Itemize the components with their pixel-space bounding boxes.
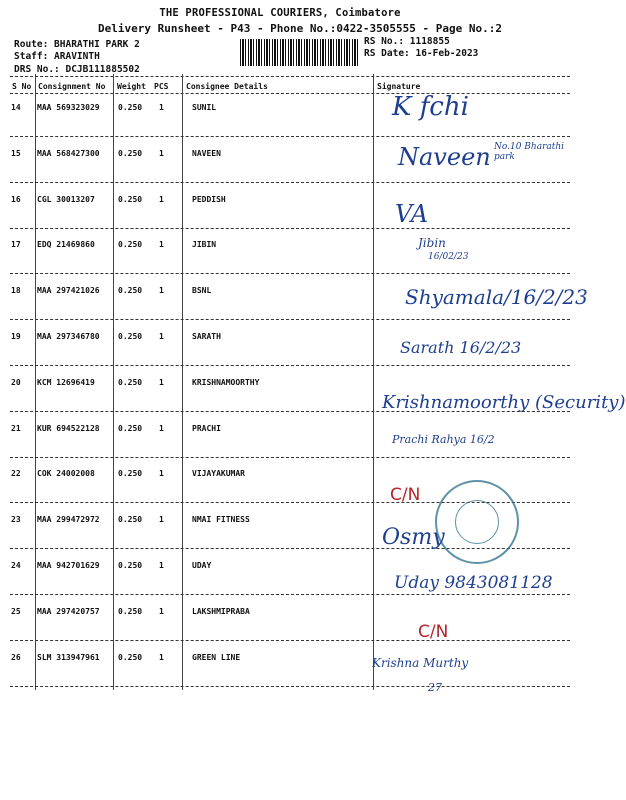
row-pcs: 1	[159, 606, 164, 616]
row-sno: 19	[11, 332, 21, 341]
row-pcs: 1	[159, 194, 164, 204]
row-sno: 16	[11, 194, 21, 204]
row-weight: 0.250	[118, 377, 143, 387]
row-consignment-no: KUR 694522128	[37, 423, 100, 433]
rs-number: RS No.: 1118855	[364, 36, 450, 47]
row-separator	[10, 640, 570, 641]
row-consignee: PEDDISH	[192, 194, 226, 204]
barcode	[240, 39, 360, 66]
row-pcs: 1	[159, 332, 164, 341]
signature-row-19: Sarath 16/2/23	[400, 338, 522, 357]
row-consignment-no: MAA 568427300	[37, 148, 100, 158]
row-consignee: JIBIN	[192, 240, 217, 250]
row-consignee: PRACHI	[192, 423, 221, 433]
header-top-rule	[10, 76, 570, 77]
signature-row-26-date: 27	[428, 681, 442, 694]
row-consignee: BSNL	[192, 286, 212, 296]
col-header-signature: Signature	[377, 82, 421, 91]
signature-row-20: Krishnamoorthy (Security)	[382, 392, 626, 413]
cn-stamp-row-25: C/N	[418, 622, 449, 642]
signature-row-24: Uday 9843081128	[394, 573, 553, 593]
row-weight: 0.250	[118, 240, 143, 250]
row-sno: 17	[11, 240, 21, 250]
row-consignee: SUNIL	[192, 103, 217, 112]
row-weight: 0.250	[118, 332, 143, 341]
row-sno: 26	[11, 652, 21, 662]
company-title: THE PROFESSIONAL COURIERS, Coimbatore	[159, 7, 401, 19]
row-consignment-no: MAA 299472972	[37, 515, 100, 525]
row-pcs: 1	[159, 240, 164, 250]
col-header-sno: S No	[12, 82, 32, 91]
row-pcs: 1	[159, 148, 164, 158]
row-weight: 0.250	[118, 515, 143, 525]
row-separator	[10, 273, 570, 274]
row-consignee: NAVEEN	[192, 148, 221, 158]
runsheet-title: Delivery Runsheet - P43 - Phone No.:0422-3505555 - Page No.:2	[98, 22, 502, 35]
signature-row-17: Jibin	[418, 236, 446, 250]
row-sno: 14	[11, 103, 21, 112]
row-pcs: 1	[159, 103, 164, 112]
drs-number: DRS No.: DCJB111885502	[14, 64, 140, 75]
signature-row-23: Osmy	[382, 525, 445, 550]
row-consignee: SARATH	[192, 332, 221, 341]
row-sno: 22	[11, 469, 21, 479]
row-consignment-no: MAA 297346780	[37, 332, 100, 341]
row-consignment-no: KCM 12696419	[37, 377, 95, 387]
row-pcs: 1	[159, 469, 164, 479]
col-header-consignment: Consignment No	[38, 82, 106, 91]
row-consignee: GREEN LINE	[192, 652, 241, 662]
row-pcs: 1	[159, 652, 164, 662]
row-separator	[10, 594, 570, 595]
row-sno: 25	[11, 606, 21, 616]
row-sno: 15	[11, 148, 21, 158]
row-separator	[10, 457, 570, 458]
row-separator	[10, 182, 570, 183]
col-header-consignee: Consignee Details	[186, 82, 268, 91]
row-weight: 0.250	[118, 561, 143, 570]
row-weight: 0.250	[118, 423, 143, 433]
route-label: Route: BHARATHI PARK 2	[14, 39, 140, 50]
row-consignee: LAKSHMIPRABA	[192, 606, 250, 616]
row-consignment-no: MAA 297420757	[37, 606, 100, 616]
row-consignee: UDAY	[192, 561, 212, 570]
row-sno: 18	[11, 286, 21, 296]
company-seal	[435, 480, 519, 564]
staff-label: Staff: ARAVINTH	[14, 51, 100, 62]
row-weight: 0.250	[118, 148, 143, 158]
row-pcs: 1	[159, 515, 164, 525]
row-sno: 24	[11, 561, 21, 570]
signature-row-26: Krishna Murthy	[372, 656, 469, 670]
header-bottom-rule	[10, 93, 570, 94]
row-separator	[10, 686, 570, 687]
signature-row-14: K fchi	[392, 92, 469, 122]
row-weight: 0.250	[118, 606, 143, 616]
row-pcs: 1	[159, 561, 164, 570]
row-consignment-no: EDQ 21469860	[37, 240, 95, 250]
column-divider	[373, 74, 374, 690]
column-divider	[35, 74, 36, 690]
row-consignment-no: MAA 942701629	[37, 561, 100, 570]
row-weight: 0.250	[118, 652, 143, 662]
signature-row-15: Naveen	[398, 143, 491, 171]
cn-stamp-row-22: C/N	[390, 485, 421, 505]
rs-date: RS Date: 16-Feb-2023	[364, 48, 479, 59]
company-seal-inner	[455, 500, 499, 544]
row-pcs: 1	[159, 377, 164, 387]
col-header-pcs: PCS	[154, 82, 169, 91]
row-separator	[10, 228, 570, 229]
column-divider	[182, 74, 183, 690]
row-separator	[10, 319, 570, 320]
row-separator	[10, 365, 570, 366]
column-divider	[113, 74, 114, 690]
row-weight: 0.250	[118, 286, 143, 296]
row-consignment-no: COK 24002008	[37, 469, 95, 479]
row-consignment-no: CGL 30013207	[37, 194, 95, 204]
row-weight: 0.250	[118, 469, 143, 479]
row-sno: 23	[11, 515, 21, 525]
row-sno: 20	[11, 377, 21, 387]
row-separator	[10, 136, 570, 137]
row-sno: 21	[11, 423, 21, 433]
row-weight: 0.250	[118, 194, 143, 204]
signature-row-15-note: No.10 Bharathi park	[494, 142, 565, 162]
row-consignment-no: MAA 297421026	[37, 286, 100, 296]
row-consignee: NMAI FITNESS	[192, 515, 250, 525]
row-consignee: KRISHNAMOORTHY	[192, 377, 260, 387]
signature-row-16: VA	[395, 200, 429, 228]
row-weight: 0.250	[118, 103, 143, 112]
row-pcs: 1	[159, 423, 164, 433]
signature-row-17-date: 16/02/23	[428, 252, 469, 262]
signature-row-21: Prachi Rahya 16/2	[392, 433, 495, 446]
signature-row-18: Shyamala/16/2/23	[405, 285, 588, 309]
row-consignment-no: SLM 313947961	[37, 652, 100, 662]
col-header-weight: Weight	[117, 82, 146, 91]
row-pcs: 1	[159, 286, 164, 296]
row-consignment-no: MAA 569323029	[37, 103, 100, 112]
row-consignee: VIJAYAKUMAR	[192, 469, 245, 479]
